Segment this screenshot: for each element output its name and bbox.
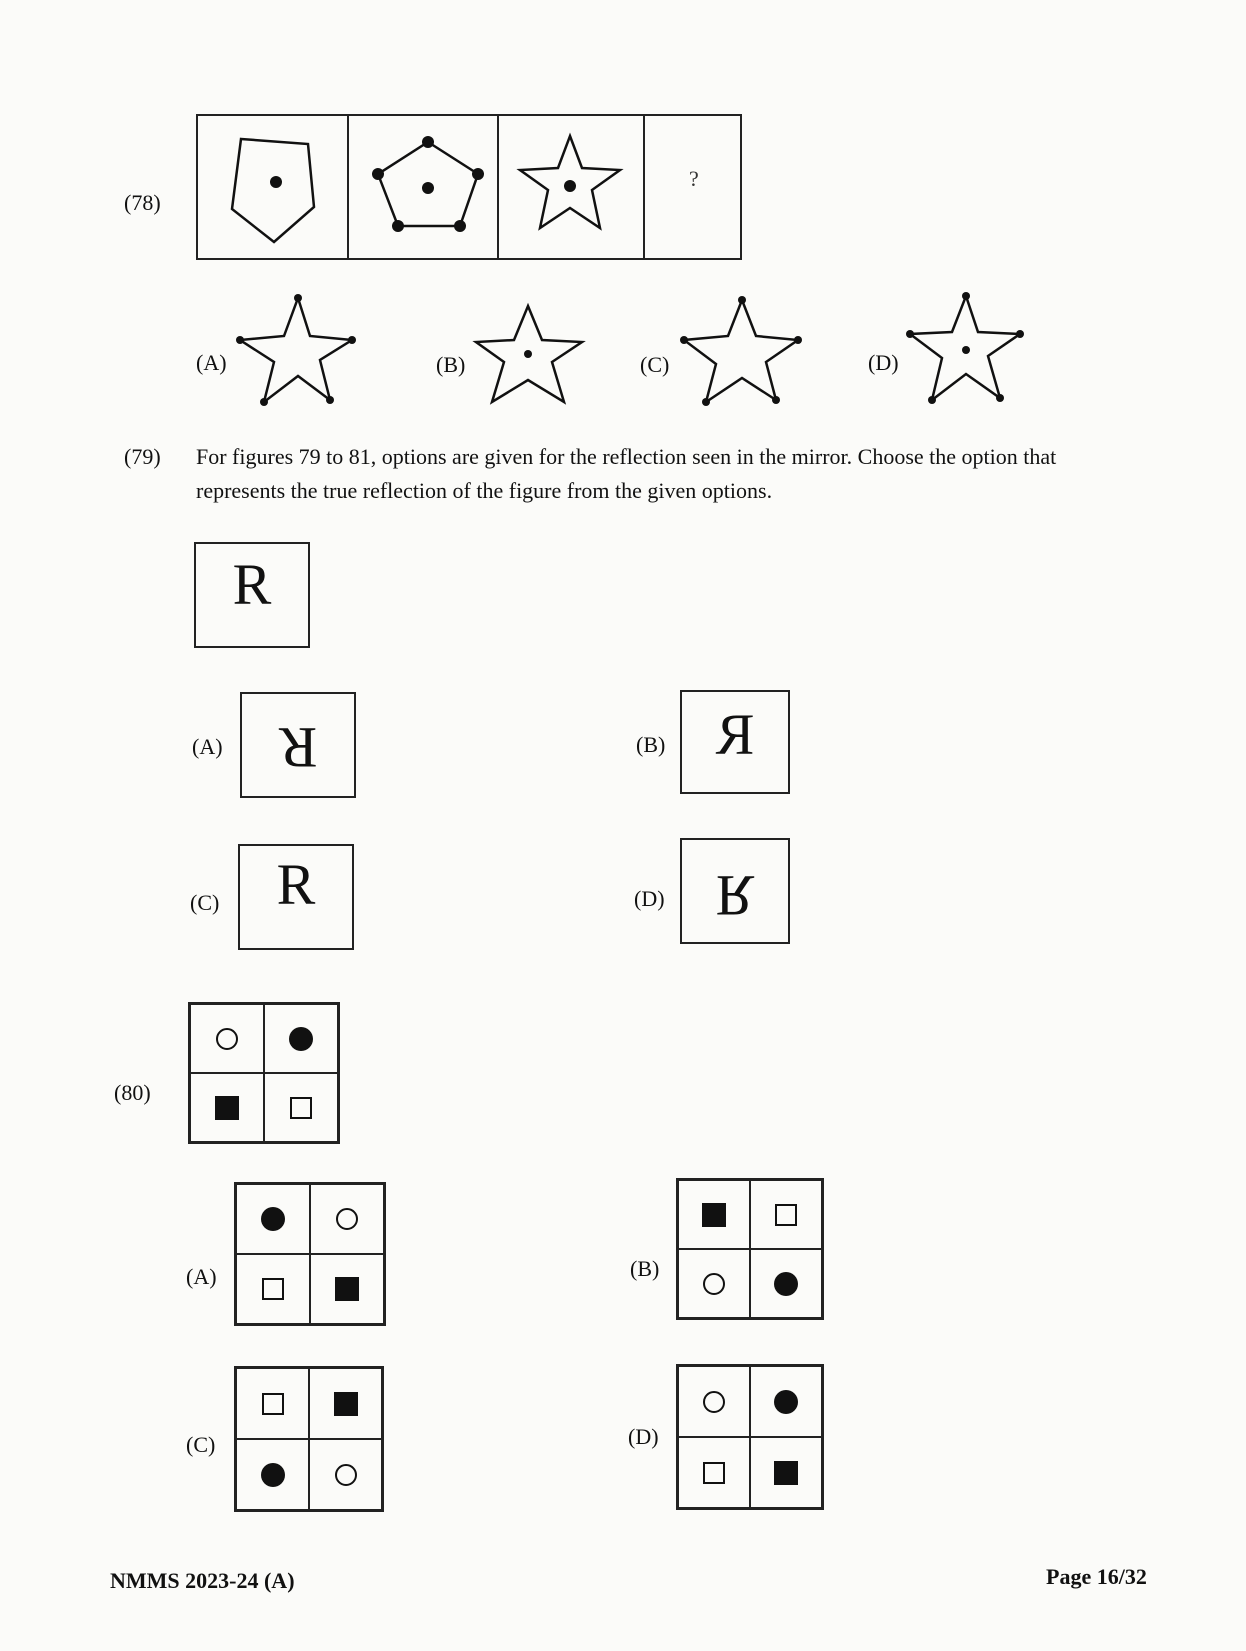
q79-option-d-label[interactable]: (D) [634,886,665,911]
footer-page-number: Page 16/32 [1046,1564,1147,1589]
grid-cell [678,1437,750,1508]
grid-cell [236,1368,309,1439]
star-center-dot-option-b[interactable] [472,302,588,406]
q79-option-b-letter: R [715,702,755,767]
grid-cell [750,1366,822,1437]
square-filled-icon [215,1096,239,1120]
grid-cell [264,1004,338,1073]
q78-question-mark: ? [689,166,699,191]
circle-filled-icon [261,1207,285,1231]
square-filled-icon [702,1203,726,1227]
circle-filled-icon [774,1390,798,1414]
q79-option-a-letter: R [278,715,318,780]
square-filled-icon [335,1277,359,1301]
grid-cell [236,1184,310,1254]
q78-number: (78) [124,190,161,215]
q79-option-a-box[interactable] [240,692,356,798]
grid-cell [310,1254,384,1324]
q80-question-grid [188,1002,340,1144]
q79-text-line-2: represents the true reflection of the figure from the given options. [196,478,773,503]
square-outline-icon [290,1097,312,1119]
q78-option-a-label[interactable]: (A) [196,350,227,375]
square-filled-icon [334,1392,358,1416]
grid-cell [750,1437,822,1508]
pentagon-dot-figure [232,139,314,242]
star-vertex-dots-option-c[interactable] [678,294,806,408]
grid-cell [678,1249,750,1318]
q80-option-c-label[interactable]: (C) [186,1432,216,1457]
q79-option-a-label[interactable]: (A) [192,734,223,759]
grid-cell [264,1073,338,1142]
square-outline-icon [262,1393,284,1415]
grid-cell [750,1249,822,1318]
q79-text-line-1: For figures 79 to 81, options are given for the reflection seen in the mirror. Choose the option that [196,444,1057,469]
grid-cell [190,1004,264,1073]
q80-option-c-grid[interactable] [234,1366,384,1512]
q78-option-b-label[interactable]: (B) [436,352,466,377]
q78-figure-series [196,114,742,260]
star-vertex-center-dots-option-d[interactable] [904,290,1028,408]
q79-option-c-box[interactable] [238,844,354,950]
q79-instructions [196,440,1206,508]
grid-cell [750,1180,822,1249]
q79-question-letter: R [232,552,272,617]
circle-outline-icon [336,1208,358,1230]
grid-cell [236,1254,310,1324]
q79-option-d-box[interactable] [680,838,790,944]
q80-option-b-label[interactable]: (B) [630,1256,660,1281]
square-filled-icon [774,1461,798,1485]
q78-option-c-label[interactable]: (C) [640,352,670,377]
q79-option-d-letter: R [715,863,755,928]
q79-option-b-label[interactable]: (B) [636,732,666,757]
grid-cell [678,1366,750,1437]
grid-cell [236,1439,309,1510]
q79-number: (79) [124,444,161,469]
grid-cell [310,1184,384,1254]
grid-cell [309,1439,382,1510]
circle-outline-icon [703,1273,725,1295]
circle-filled-icon [774,1272,798,1296]
pentagon-vertex-dots-figure [372,136,484,232]
circle-filled-icon [261,1463,285,1487]
grid-cell [309,1368,382,1439]
star-vertex-dots-option-a[interactable] [234,292,360,408]
q80-number: (80) [114,1080,151,1105]
q80-option-d-grid[interactable] [676,1364,824,1510]
q78-option-d-label[interactable]: (D) [868,350,899,375]
q79-option-c-label[interactable]: (C) [190,890,220,915]
q80-option-a-label[interactable]: (A) [186,1264,217,1289]
q80-option-b-grid[interactable] [676,1178,824,1320]
circle-outline-icon [703,1391,725,1413]
circle-outline-icon [216,1028,238,1050]
circle-outline-icon [335,1464,357,1486]
q79-option-c-letter: R [276,852,316,917]
circle-filled-icon [289,1027,313,1051]
grid-cell [678,1180,750,1249]
q79-question-box [194,542,310,648]
star-dot-figure [520,136,620,228]
q80-option-d-label[interactable]: (D) [628,1424,659,1449]
footer-exam-code: NMMS 2023-24 (A) [110,1568,295,1593]
square-outline-icon [262,1278,284,1300]
square-outline-icon [703,1462,725,1484]
square-outline-icon [775,1204,797,1226]
grid-cell [190,1073,264,1142]
q80-option-a-grid[interactable] [234,1182,386,1326]
q79-option-b-box[interactable] [680,690,790,794]
